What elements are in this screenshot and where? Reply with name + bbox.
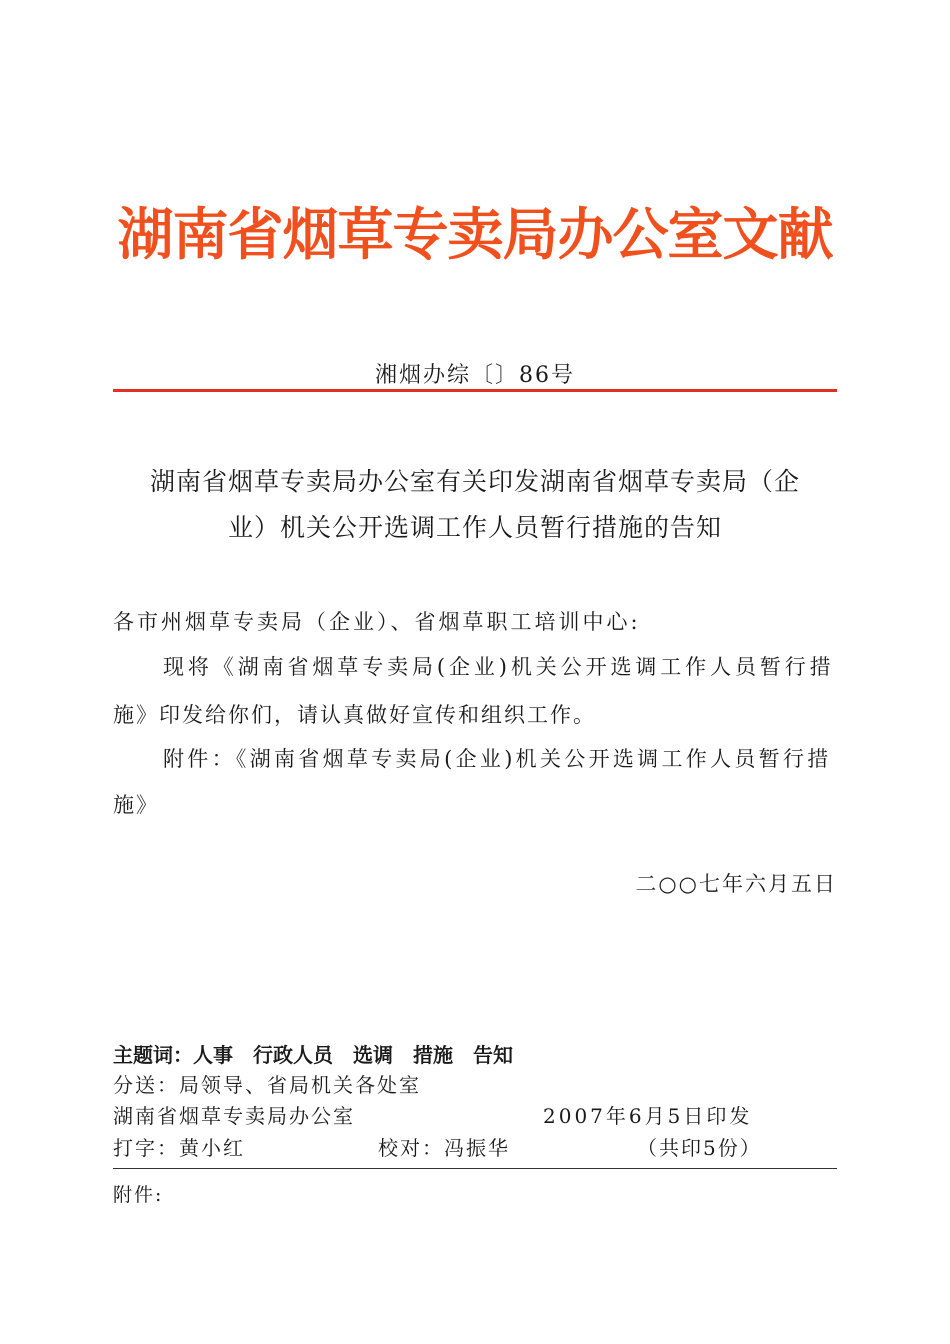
distribution-list: 分送：局领导、省局机关各处室 — [113, 1073, 421, 1097]
body-paragraph-line-1: 现将《湖南省烟草专卖局(企业)机关公开选调工作人员暂行措 — [163, 655, 835, 679]
masthead-title: 湖南省烟草专卖局办公室文献 — [117, 203, 833, 268]
subject-keywords: 主题词：人事 行政人员 选调 措施 告知 — [113, 1043, 513, 1067]
typist: 打字：黄小红 — [113, 1136, 245, 1160]
issuing-office: 湖南省烟草专卖局办公室 — [113, 1104, 355, 1128]
issue-date-chinese: 二○○七年六月五日 — [635, 872, 837, 896]
salutation: 各市州烟草专卖局（企业）、省烟草职工培训中心: — [113, 610, 641, 634]
attachment-line-1: 附件：《湖南省烟草专卖局(企业)机关公开选调工作人员暂行措 — [163, 747, 832, 771]
copy-count: （共印5份） — [637, 1136, 762, 1160]
footer-rule — [113, 1168, 837, 1169]
proofreader: 校对：冯振华 — [378, 1136, 510, 1160]
body-paragraph-line-2: 施》印发给你们，请认真做好宣传和组织工作。 — [113, 703, 596, 727]
header-red-rule — [113, 389, 837, 392]
document-number: 湘烟办综〔〕86号 — [375, 363, 575, 388]
document-title-line-1: 湖南省烟草专卖局办公室有关印发湖南省烟草专卖局（企 — [149, 467, 800, 496]
attachment-line-2: 施》 — [113, 793, 159, 817]
document-title-line-2: 业）机关公开选调工作人员暂行措施的告知 — [227, 513, 722, 542]
attachment-label: 附件: — [113, 1184, 164, 1206]
print-date: 2007年6月5日印发 — [543, 1104, 753, 1128]
